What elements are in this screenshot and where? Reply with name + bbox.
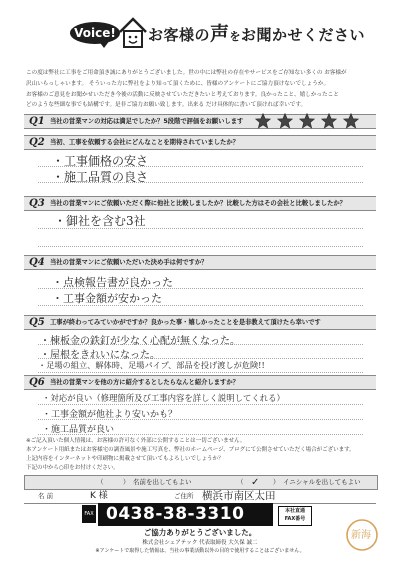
privacy-note: ※ご記入頂いた個人情報は、お客様の許可なく外部に公開することは一切ございません。 (26, 438, 246, 444)
question-number: Q2 (29, 137, 45, 148)
answer-handwriting: ・屋根をきれいになった。 (40, 350, 160, 361)
address-value[interactable]: 横浜市南区太田 (202, 490, 276, 502)
fax-tag-line: FAX番号 (284, 516, 306, 522)
answer-handwriting: ・施工品質の良さ (52, 170, 149, 184)
question-number: Q6 (29, 377, 45, 388)
check-mark: ✓ (251, 477, 260, 488)
question-q3 (24, 196, 376, 211)
answer-handwriting: ・点検報告書が良かった (52, 276, 173, 289)
question-text: 工事が終わってみていかがですか？良かった事・嬉しかったことを是非教えて頂けたら幸いです (50, 319, 321, 326)
disclaimer: ※アンケートで取得した情報は、当社の事業活動以外の目的で使用することはございません。 (95, 548, 305, 554)
question-q5 (24, 315, 376, 330)
rating-star-icon[interactable] (277, 113, 293, 129)
voice-badge (70, 22, 120, 44)
option-paren-close: ） (123, 478, 130, 486)
page-title (148, 19, 365, 46)
company-name: 株式会社シェアテック 代表取締役 大久保 誠二 (142, 540, 258, 546)
thanks-message: ご協力ありがとうございました。 (143, 528, 257, 537)
answer-line (38, 372, 363, 373)
intro-line: どのような些細な事でも結構です。是非ご協力お願い致します。出来る だけ具体的に書いて頂ければ幸いです。 (26, 102, 307, 109)
answer-handwriting: ・対応が良い（修理箇所及び工事内容を詳しく説明してくれる） (42, 393, 285, 403)
answer-handwriting: ・御社を含む3社 (54, 214, 146, 228)
fax-label-text: FAX (84, 511, 94, 517)
answer-handwriting: ・足場の組立、解体時、足場パイプ、部品を投げ渡しが危険!! (38, 360, 265, 370)
question-number: Q5 (29, 317, 45, 328)
house-smile-icon (118, 16, 148, 50)
fax-label (82, 505, 96, 523)
fax-tag-line: 本社直通 (284, 508, 305, 514)
question-q2 (24, 135, 376, 150)
question-text: 当社の営業マンを他の方に紹介するとしたらなんと紹介しますか？ (50, 379, 239, 386)
answer-line (38, 246, 363, 247)
answer-handwriting: ・工事金額が他社より安いかも？ (42, 410, 178, 420)
answer-handwriting: ・棟板金の鉄釘が少なく心配が無くなった。 (40, 336, 240, 347)
option-initial-ok[interactable]: イニシャルを出してもよい (283, 478, 361, 486)
question-q4 (24, 255, 376, 270)
seal-text: 新海 (351, 530, 371, 541)
option-paren-open: （ (97, 478, 104, 486)
question-text: 当社の営業マンにご依頼いただいた決め手は何ですか？ (50, 259, 208, 266)
answer-handwriting: ・工事金額が安かった (52, 292, 162, 305)
title-pre: お客様の (148, 26, 211, 44)
question-text: 当社の営業マンの対応は満足でしたか？5段階で評価をお願いします (50, 118, 244, 125)
mark-instruction: 下記の中から○印をお付けください。 (26, 465, 119, 471)
intro-line: お客様のご意見をお聞かせいただき今後の活動に反映させていただきたいと考えております。良かったこと、嬉しかったこと (26, 91, 339, 98)
title-post: お聞かせください (241, 26, 366, 44)
rating-stars (255, 113, 365, 129)
rating-star-icon[interactable] (321, 113, 337, 129)
publication-note: 本アンケート用紙またはお客様宅の調査風景や施工写真を、弊社のホームページ、ブログにて公開させていただく場合がございます。 (26, 447, 355, 453)
option-name-ok[interactable]: 名前を出してもよい (133, 478, 192, 486)
answer-handwriting: ・施工品質が良い (42, 425, 115, 435)
name-value[interactable]: K 様 (90, 491, 108, 501)
title-big: 声 (210, 23, 230, 45)
fax-direct-tag (278, 506, 312, 526)
name-label: 名 前 (38, 492, 54, 500)
question-number: Q3 (29, 198, 45, 209)
address-label: ご住所 (174, 492, 194, 500)
option-paren-open: （ (237, 478, 244, 486)
answer-line (38, 404, 363, 405)
rating-star-icon[interactable] (255, 113, 271, 129)
customer-info-row (24, 489, 376, 504)
voice-badge-tail (98, 40, 110, 48)
permission-question: 上記内容をインターネットや印刷物に掲載させて頂いてもよろしいでしょうか？ (26, 456, 224, 462)
question-text: 当初、工事を依頼する会社にどんなことを期待されていましたか？ (50, 139, 239, 146)
question-number: Q4 (29, 257, 45, 268)
intro-text (26, 68, 376, 111)
title-small: を (229, 30, 242, 43)
answer-handwriting: ・工事価格の安さ (52, 154, 149, 168)
fax-number: 0438-38-3310 (106, 504, 245, 524)
rating-star-icon[interactable] (343, 113, 359, 129)
intro-line: 沢山いらっしゃいます。 そういった方に弊社をより知って頂くために、皆様のアンケートにご協力頂けないでしょうか。 (26, 80, 330, 87)
question-text: 当社の営業マンにご依頼いただく際に他社と比較しましたか？比較した方はその会社と比較しましたか？ (50, 200, 346, 207)
option-paren-close: ） (273, 478, 280, 486)
question-number: Q1 (29, 116, 45, 127)
intro-line: この度は弊社に工事をご用命頂き誠にありがとうございました。世の中には弊社の存在やサービスをご存知ない多くの お客様が (26, 70, 347, 76)
voice-label: Voice! (74, 26, 116, 40)
rating-star-icon[interactable] (299, 113, 315, 129)
question-q6 (24, 375, 376, 390)
publication-options (24, 475, 378, 490)
fax-number-box (98, 503, 273, 526)
